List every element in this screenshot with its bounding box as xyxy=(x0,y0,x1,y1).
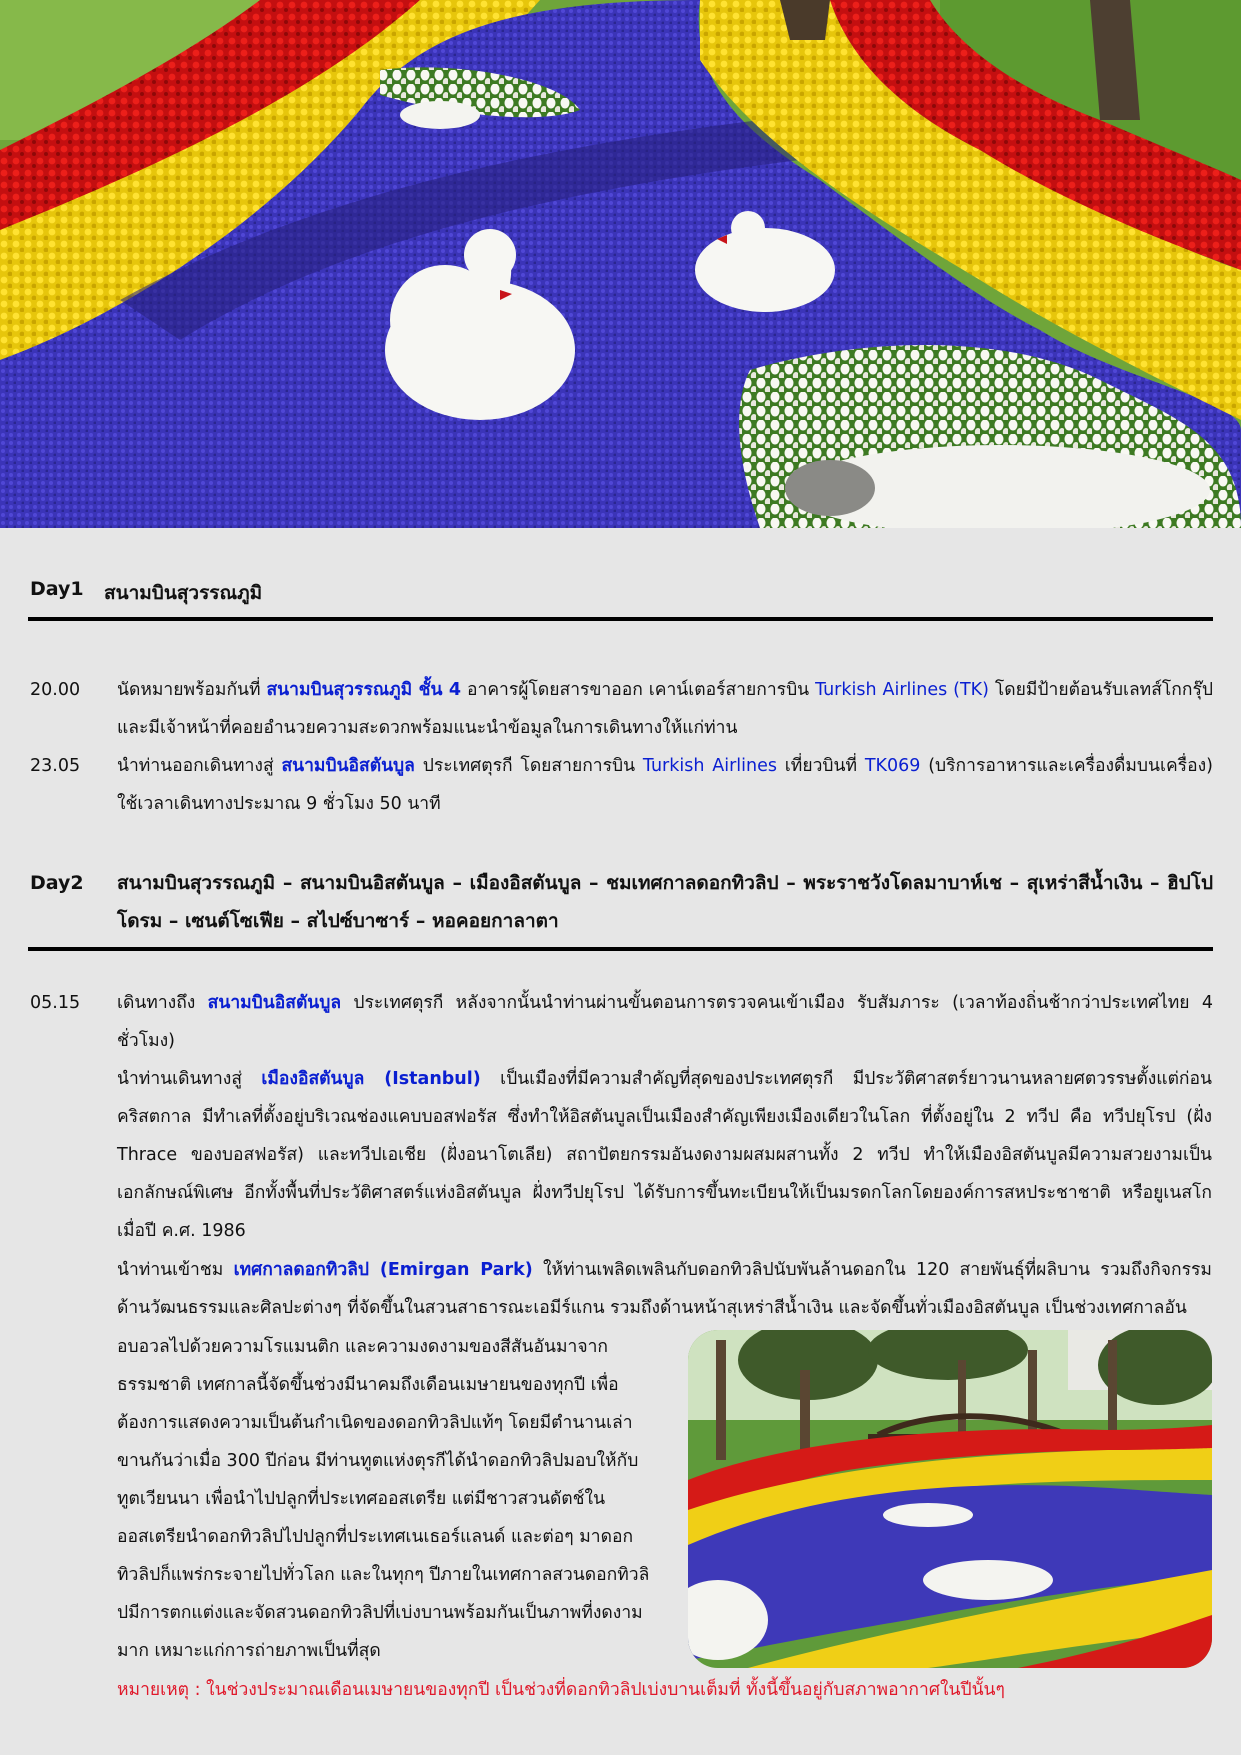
festival-intro-paragraph xyxy=(117,1251,1212,1327)
body-text: ประเทศตุรกี โดยสายการบิน xyxy=(414,756,643,776)
highlight-text: สนามบินอิสตันบูล xyxy=(207,993,342,1013)
festival-line: ออสเตรียนำดอกทิวลิปไปปลูกที่ประเทศเนเธอร์แลนด์ และต่อๆ มาดอก xyxy=(117,1527,634,1547)
day1-divider xyxy=(28,617,1213,621)
istanbul-paragraph xyxy=(117,1060,1212,1250)
day1-item-text xyxy=(117,671,1213,747)
day1-item-time: 20.00 xyxy=(30,680,81,700)
highlight-text: สนามบินสุวรรณภูมิ ชั้น 4 xyxy=(266,680,462,700)
highlight-text: Turkish Airlines xyxy=(642,756,777,776)
day1-item-text xyxy=(117,747,1213,823)
body-text: เที่ยวบินที่ xyxy=(776,756,865,776)
day2-item-time: 05.15 xyxy=(30,993,81,1013)
body-text: นำท่านเดินทางสู่ xyxy=(117,1069,262,1089)
day2-label: Day2 xyxy=(30,872,84,894)
emirgan-park-photo xyxy=(688,1330,1212,1668)
day1-title: สนามบินสุวรรณภูมิ xyxy=(104,582,263,604)
festival-line: อบอวลไปด้วยความโรแมนติก และความงดงามของสีสันอันมาจาก xyxy=(117,1337,608,1357)
day2-title: สนามบินสุวรรณภูมิ – สนามบินอิสตันบูล – เมืองอิสตันบูล – ชมเทศกาลดอกทิวลิป – พระราชวังโดลมาบาห์เช – สุเหร่าสีน้ำเงิน – ฮิปโปโดรม – เซนต์โซเฟีย – สไปซ์บาซาร์ – หอคอยกาลาตา xyxy=(117,872,1213,932)
body-text: นำท่านเข้าชม xyxy=(117,1260,234,1280)
body-text: เดินทางถึง xyxy=(117,993,208,1013)
festival-line: ทูตเวียนนา เพื่อนำไปปลูกที่ประเทศออสเตรีย แต่มีชาวสวนดัตช์ใน xyxy=(117,1489,606,1509)
body-text: ให้ท่านเพลิดเพลินกับดอกทิวลิปนับพันล้านดอกใน 120 สายพันธุ์ที่ผลิบาน รวมถึงกิจกรรมด้านวัฒนธรรมและศิลปะต่างๆ ที่จัดขึ้นในสวนสาธารณะเอมีร์แกน รวมถึงด้านหน้าสุเหร่าสีน้ำเงิน และจัดขึ้นทั่วเมืองอิสตันบูล เป็นช่วงเทศกาลอัน xyxy=(117,1260,1212,1318)
body-text: เป็นเมืองที่มีความสำคัญที่สุดของประเทศตุรกี มีประวัติศาสตร์ยาวนานหลายศตวรรษตั้งแต่ก่อนคริสตกาล มีทำเลที่ตั้งอยู่บริเวณช่องแคบบอสฟอรัส ซึ่งทำให้อิสตันบูลเป็นเมืองสำคัญเพียงเมืองเดียวในโลก ที่ตั้งอยู่ใน 2 ทวีป คือ ทวีปยุโรป (ฝั่ง Thrace ของบอสฟอรัส) และทวีปเอเชีย (ฝั่งอนาโตเลีย) สถาปัตยกรรมอันงดงามผสมผสานทั้ง 2 ทวีป ทำให้เมืองอิสตันบูลมีความสวยงามเป็นเอกลักษณ์พิเศษ อีกทั้งพื้นที่ประวัติศาสตร์แห่งอิสตันบูล ฝั่งทวีปยุโรป ได้รับการขึ้นทะเบียนให้เป็นมรดกโลกโดยองค์การสหประชาชาติ หรือยูเนสโก เมื่อปี ค.ศ. 1986 xyxy=(117,1069,1212,1241)
festival-line: มาก เหมาะแก่การถ่ายภาพเป็นที่สุด xyxy=(117,1641,381,1661)
body-text: (บริการอาหารและเครื่องดื่มบนเครื่อง) ใช้เวลาเดินทางประมาณ 9 ชั่วโมง 50 นาที xyxy=(117,756,1213,814)
body-text: อาคารผู้โดยสารขาออก เคาน์เตอร์สายการบิน xyxy=(461,680,816,700)
festival-line: ปมีการตกแต่งและจัดสวนดอกทิวลิปที่เบ่งบานพร้อมกันเป็นภาพที่งดงาม xyxy=(117,1603,643,1623)
tulip-season-note: หมายเหตุ : ในช่วงประมาณเดือนเมษายนของทุกปี เป็นช่วงที่ดอกทิวลิปเบ่งบานเต็มที่ ทั้งนี้ขึ้นอยู่กับสภาพอากาศในปีนั้นๆ xyxy=(117,1680,1005,1700)
hero-photo-tulip-swan-garden xyxy=(0,0,1241,528)
day1-item-time: 23.05 xyxy=(30,756,81,776)
highlight-text: สนามบินอิสตันบูล xyxy=(281,756,415,776)
festival-line: ทิวลิปก็แพร่กระจายไปทั่วโลก และในทุกๆ ปีภายในเทศกาลสวนดอกทิวลิ xyxy=(117,1565,650,1585)
festival-line: ธรรมชาติ เทศกาลนี้จัดขึ้นช่วงมีนาคมถึงเดือนเมษายนของทุกปี เพื่อ xyxy=(117,1375,619,1395)
body-text: นำท่านออกเดินทางสู่ xyxy=(117,756,282,776)
day2-item-text xyxy=(117,984,1213,1060)
day1-header xyxy=(28,578,1213,620)
body-text: นัดหมายพร้อมกันที่ xyxy=(117,680,267,700)
highlight-text: เทศกาลดอกทิวลิป (Emirgan Park) xyxy=(233,1260,533,1280)
day2-divider xyxy=(28,947,1213,951)
festival-line: ต้องการแสดงความเป็นต้นกำเนิดของดอกทิวลิปแท้ๆ โดยมีตำนานเล่า xyxy=(117,1413,633,1433)
highlight-text: TK069 xyxy=(864,756,921,776)
festival-line: ขานกันว่าเมื่อ 300 ปีก่อน มีท่านทูตแห่งตุรกีได้นำดอกทิวลิปมอบให้กับ xyxy=(117,1451,639,1471)
body-text: โดยมีป้ายต้อนรับเลทส์โกกรุ๊ป และมีเจ้าหน้าที่คอยอำนวยความสะดวกพร้อมแนะนำข้อมูลในการเดินทางให้แก่ท่าน xyxy=(117,680,1213,738)
highlight-text: Turkish Airlines (TK) xyxy=(815,680,989,700)
highlight-text: เมืองอิสตันบูล (Istanbul) xyxy=(261,1069,481,1089)
body-text: ประเทศตุรกี หลังจากนั้นนำท่านผ่านขั้นตอนการตรวจคนเข้าเมือง รับสัมภาระ (เวลาท้องถิ่นช้ากว่าประเทศไทย 4 ชั่วโมง) xyxy=(117,993,1213,1051)
day1-label: Day1 xyxy=(30,578,84,600)
